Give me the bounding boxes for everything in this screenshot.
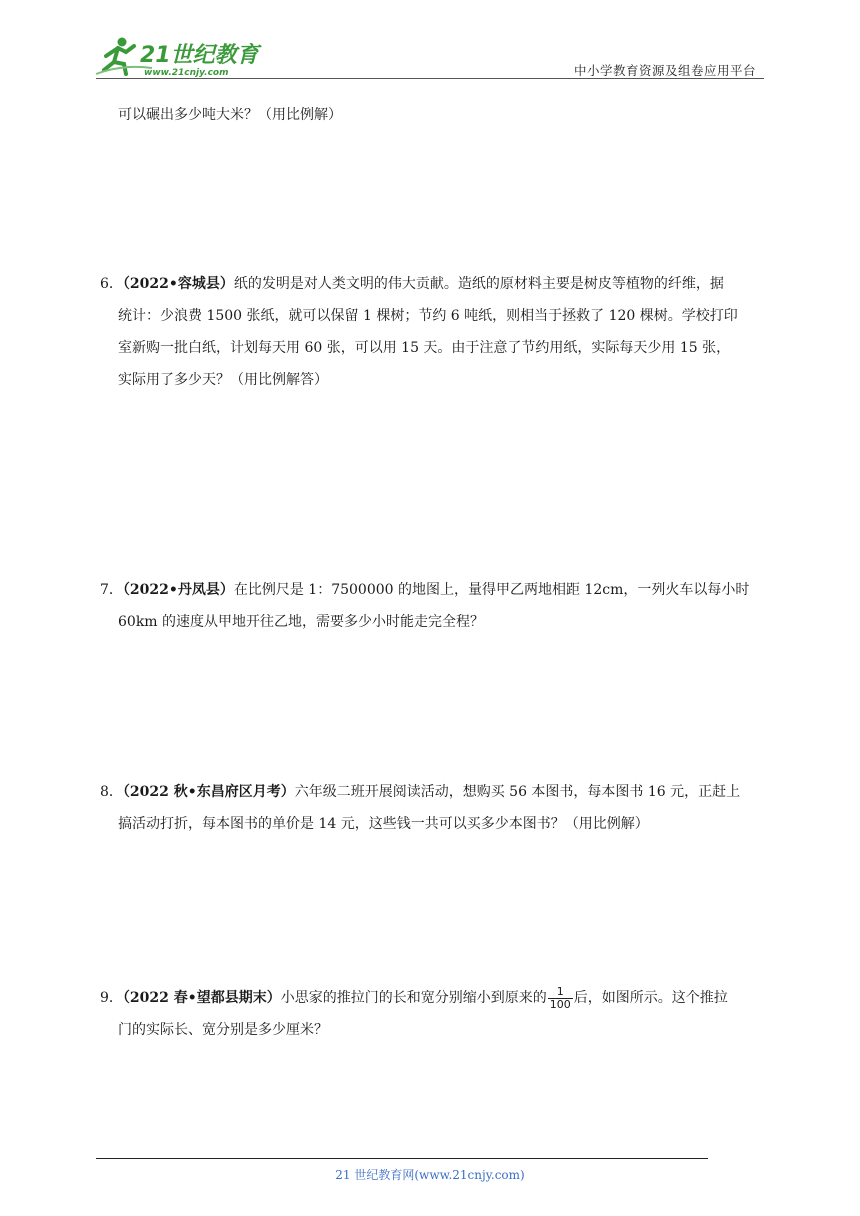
question-8 (100, 776, 764, 840)
question-source: （2022 秋•东昌府区月考） (122, 784, 295, 800)
header-divider (96, 78, 764, 79)
question-5-text: 可以碾出多少吨大米？（用比例解） (118, 107, 342, 123)
question-5-tail (100, 99, 764, 131)
question-number: 8． (100, 784, 123, 800)
question-number: 7． (100, 582, 123, 598)
question-source: （2022•容城县） (122, 276, 234, 292)
question-text-line: 搞活动打折，每本图书的单价是 14 元，这些钱一共可以买多少本图书？（用比例解） (118, 816, 649, 832)
question-text-line: 室新购一批白纸，计划每天用 60 张，可以用 15 天。由于注意了节约用纸，实际每天少用 15 张， (118, 340, 731, 356)
question-text-line: 在比例尺是 1：7500000 的地图上，量得甲乙两地相距 12cm，一列火车以每小时 (233, 582, 750, 598)
footer-divider (96, 1158, 708, 1159)
question-text-line: 60km 的速度从甲地开往乙地，需要多少小时能走完全程？ (118, 614, 485, 630)
question-text-line: 纸的发明是对人类文明的伟大贡献。造纸的原材料主要是树皮等植物的纤维，据 (233, 276, 724, 292)
question-source: （2022•丹凤县） (122, 582, 234, 598)
platform-tagline: 中小学教育资源及组卷应用平台 (573, 63, 756, 78)
fraction-denominator: 100 (549, 997, 571, 1011)
question-number: 6． (100, 276, 123, 292)
question-text-line: 实际用了多少天？（用比例解答） (118, 372, 328, 388)
question-7 (100, 574, 764, 638)
question-9 (100, 982, 764, 1046)
site-logo[interactable] (92, 34, 262, 80)
question-text-line: 后，如图所示。这个推拉 (573, 990, 728, 1006)
fraction (548, 986, 573, 1011)
fraction-numerator: 1 (548, 986, 573, 999)
logo-text: 21世纪教育 (140, 43, 259, 68)
question-number: 9． (100, 990, 123, 1006)
question-text-line: 门的实际长、宽分别是多少厘米？ (118, 1022, 328, 1038)
question-source: （2022 春•望都县期末） (122, 990, 281, 1006)
question-text-line: 统计：少浪费 1500 张纸，就可以保留 1 棵树；节约 6 吨纸，则相当于拯救了 120 棵树。学校打印 (118, 308, 738, 324)
footer-link[interactable]: 21 世纪教育网(www.21cnjy.com) (335, 1168, 525, 1182)
question-6 (100, 268, 764, 396)
question-text-line: 小思家的推拉门的长和宽分别缩小到原来的 (280, 990, 547, 1006)
logo-url: www.21cnjy.com (144, 68, 229, 78)
question-text-line: 六年级二班开展阅读活动，想购买 56 本图书，每本图书 16 元，正赶上 (294, 784, 741, 800)
